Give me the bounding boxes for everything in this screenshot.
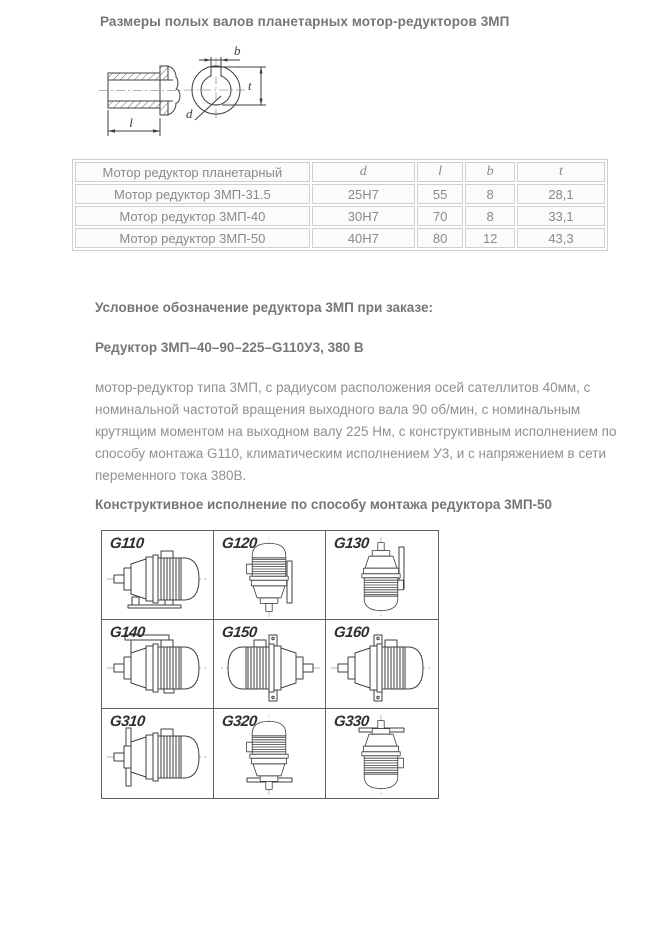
- mounting-cell-g160: [326, 620, 438, 709]
- mounting-cell-g320: [214, 709, 326, 798]
- dim-label-b: b: [234, 44, 241, 58]
- mounting-cell-g110: [102, 531, 214, 620]
- table-header-cell: Мотор редуктор планетарный: [75, 162, 310, 182]
- hollow-shaft-side-view: [99, 66, 185, 136]
- table-cell: 33,1: [517, 206, 605, 226]
- hollow-shaft-front-view: [185, 44, 266, 121]
- table-row: [75, 206, 605, 226]
- table-cell: 70: [417, 206, 464, 226]
- table-header-row: [75, 162, 605, 182]
- mounting-variant-label: G150: [221, 624, 258, 641]
- table-header-cell: l: [417, 162, 464, 182]
- mounting-variant-label: G130: [333, 535, 370, 552]
- dim-label-l: l: [129, 115, 133, 130]
- mounting-cell-g130: [326, 531, 438, 620]
- ordering-designation: Редуктор 3МП–40–90–225–G110У3, 380 В: [95, 340, 364, 355]
- table-header-cell: b: [465, 162, 515, 182]
- mounting-cell-g310: [102, 709, 214, 798]
- ordering-heading: Условное обозначение редуктора 3МП при заказе:: [95, 300, 434, 315]
- table-row: [75, 228, 605, 248]
- mounting-cell-g120: [214, 531, 326, 620]
- table-cell: Мотор редуктор 3МП-50: [75, 228, 310, 248]
- mounting-variant-label: G120: [221, 535, 258, 552]
- mounting-heading: Конструктивное исполнение по способу монтажа редуктора 3МП-50: [95, 497, 553, 512]
- table-header-cell: d: [312, 162, 415, 182]
- mounting-variant-label: G310: [109, 713, 146, 730]
- table-cell: 8: [465, 206, 515, 226]
- table-cell: 28,1: [517, 184, 605, 204]
- table-cell: 55: [417, 184, 464, 204]
- mounting-variant-label: G160: [333, 624, 370, 641]
- table-cell: Мотор редуктор 3МП-31.5: [75, 184, 310, 204]
- table-cell: 30H7: [312, 206, 415, 226]
- dim-label-d: d: [186, 106, 193, 121]
- table-row: [75, 184, 605, 204]
- table-cell: 80: [417, 228, 464, 248]
- table-cell: 12: [465, 228, 515, 248]
- table-cell: 43,3: [517, 228, 605, 248]
- mounting-variant-label: G110: [109, 535, 145, 552]
- mounting-cell-g150: [214, 620, 326, 709]
- table-cell: 25H7: [312, 184, 415, 204]
- mounting-cell-g140: [102, 620, 214, 709]
- table-cell: 40H7: [312, 228, 415, 248]
- page-title: Размеры полых валов планетарных мотор-редукторов 3МП: [100, 14, 510, 29]
- table-cell: 8: [465, 184, 515, 204]
- ordering-description: мотор-редуктор типа 3МП, с радиусом расположения осей сателлитов 40мм, с номинальной частотой вращения выходного вала 90 об/мин, с номинальным крутящим моментом на выходном валу 225 Нм, с конструктивным исполнением по способу монтажа G110, климатическим исполнением У3, и с напряжением в сети переменного тока 380В.: [95, 380, 617, 483]
- table-cell: Мотор редуктор 3МП-40: [75, 206, 310, 226]
- hollow-shaft-drawing: [85, 44, 275, 140]
- hollow-shaft-dimensions-table: [72, 159, 608, 251]
- mounting-variant-label: G140: [109, 624, 146, 641]
- dim-label-t: t: [248, 78, 252, 93]
- mounting-variant-label: G320: [221, 713, 258, 730]
- mounting-variant-label: G330: [333, 713, 370, 730]
- mounting-variants-grid: [101, 530, 439, 799]
- mounting-cell-g330: [326, 709, 438, 798]
- table-header-cell: t: [517, 162, 605, 182]
